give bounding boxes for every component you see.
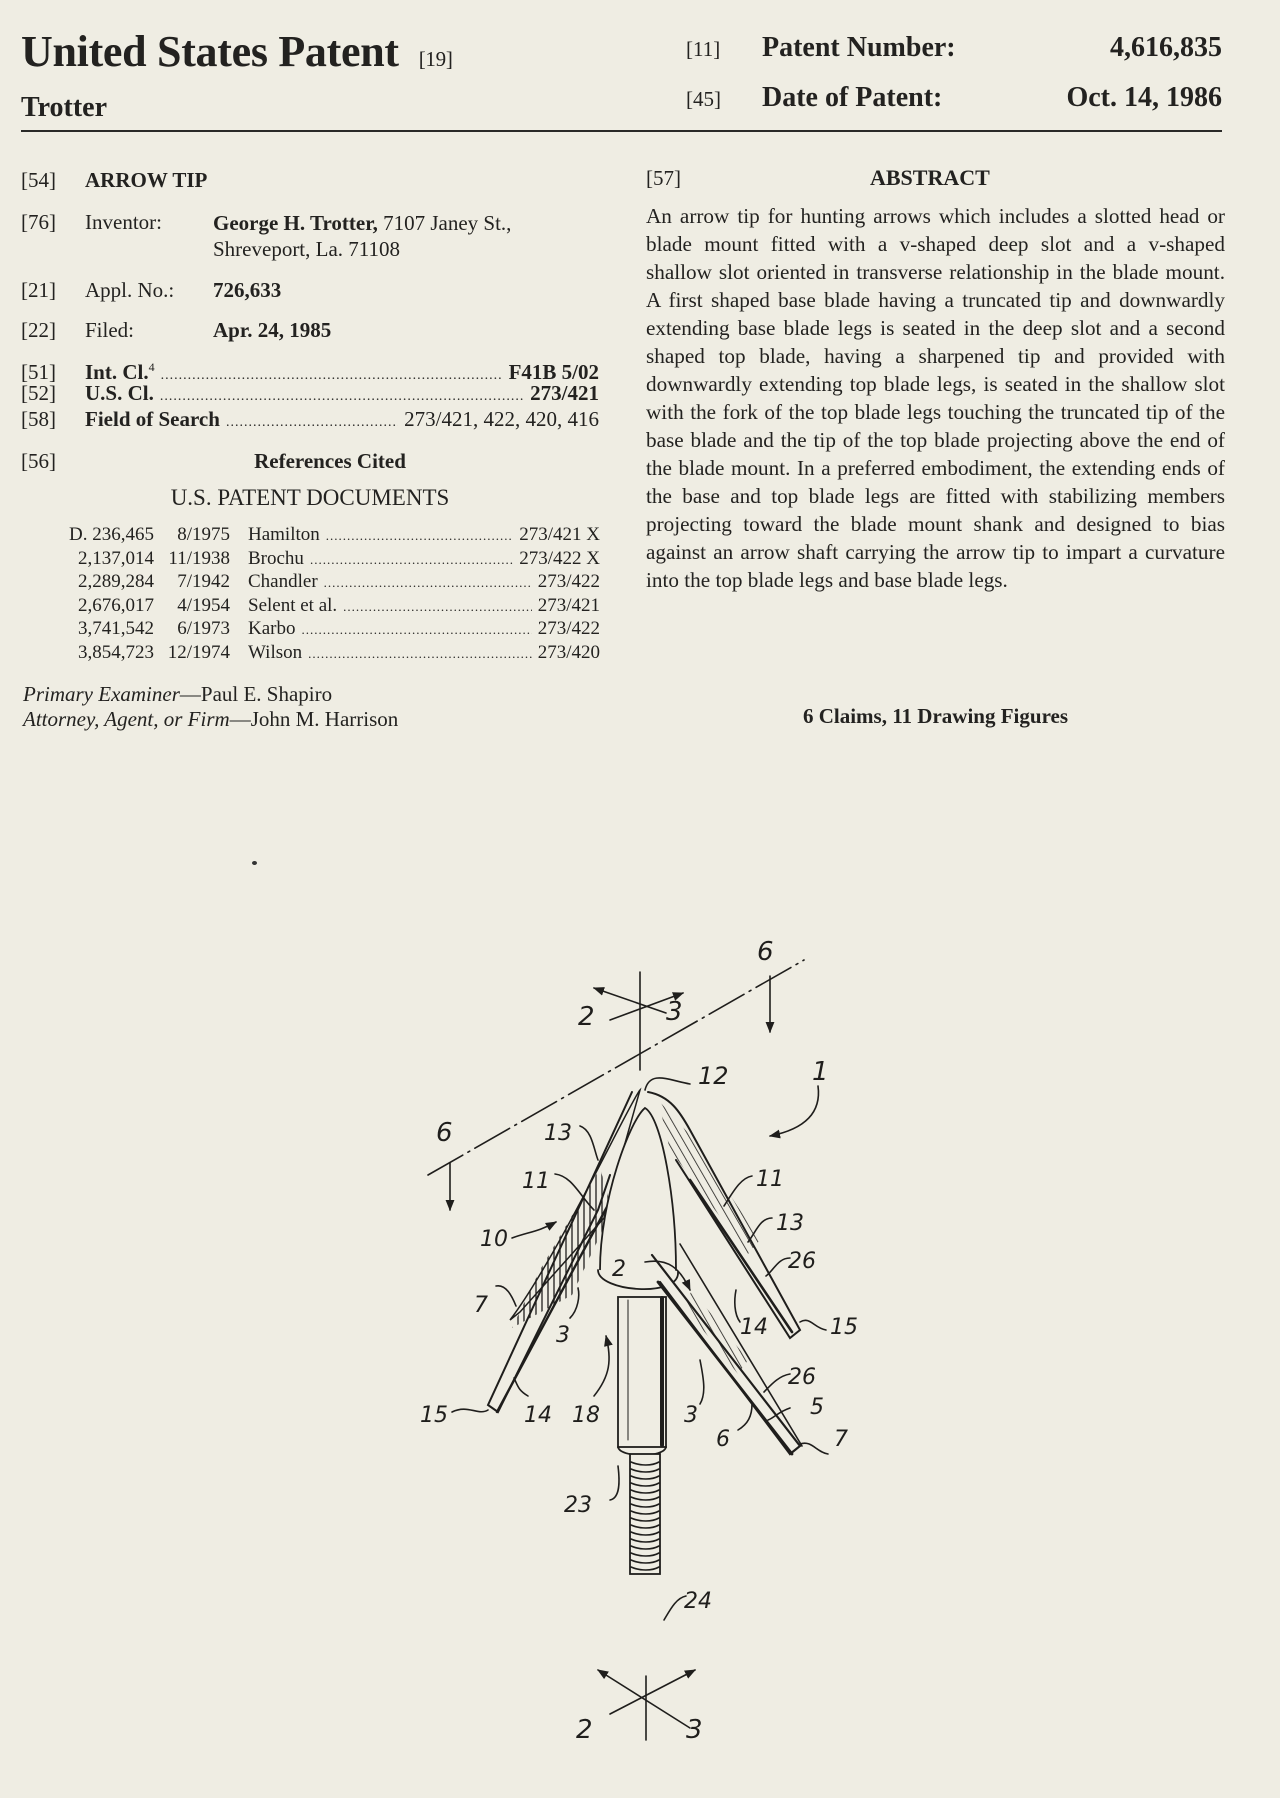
leader-18 [594,1336,609,1396]
label-ref-13-right: 13 [776,1211,804,1236]
label-section-6-left: 6 [436,1118,453,1148]
label-section-2-top: 2 [578,1002,595,1032]
reference-date: 8/1975 [177,524,230,545]
label-section-2-bottom: 2 [576,1715,593,1745]
field-filed [21,318,331,343]
label-ref-12: 12 [698,1062,729,1090]
patent-office-title [21,26,453,77]
reference-date: 7/1942 [177,571,230,593]
label-ref-26-lower: 26 [788,1365,816,1390]
patent-date-row [686,82,1222,114]
label-section-3-bottom: 3 [686,1715,703,1745]
reference-row [50,524,600,548]
label-ref-24: 24 [684,1589,712,1614]
reference-row [50,618,600,642]
leader-dots [324,571,532,593]
label-ref-5: 5 [810,1395,824,1420]
field-appl-no [21,278,281,303]
patent-number-code: [11] [686,37,721,61]
leader-1 [770,1086,818,1136]
label-ref-7-left: 7 [474,1293,488,1318]
int-cl-value: F41B 5/02 [508,360,599,384]
header-divider [21,130,1222,132]
label-ref-15-right: 15 [830,1315,858,1340]
reference-class: 273/422 X [519,547,600,569]
label-ref-14-right: 14 [740,1315,768,1340]
label-ref-11-right: 11 [756,1167,784,1192]
patent-number-row [686,32,1222,64]
reference-number: D. 236,465 [69,524,154,545]
reference-inventor: Brochu [248,547,304,569]
label-ref-10: 10 [480,1227,508,1252]
references-heading: References Cited [254,449,406,473]
abstract-heading: ABSTRACT [870,165,990,190]
section-arrow-3-bottom [610,1670,695,1714]
label-ref-3-left: 3 [556,1323,570,1348]
reference-date: 4/1954 [177,594,230,616]
primary-examiner-label: Primary Examiner [23,682,180,706]
field-code: [56] [21,449,56,473]
field-code: [52] [21,381,56,405]
field-label: Filed: [85,318,135,342]
inventor-address-line1: 7107 Janey St., [377,211,512,235]
references-cited-header [21,449,599,474]
reference-row [50,642,600,666]
label-ref-23: 23 [564,1493,592,1518]
label-ref-6: 6 [716,1427,730,1452]
base-blade-left-edge [497,1205,608,1412]
leader-26-upper [766,1258,790,1276]
abstract-code: [57] [646,166,681,190]
leader-dots [226,407,398,435]
examiner-block [23,682,398,732]
reference-row [50,548,600,572]
claims-summary: 6 Claims, 11 Drawing Figures [802,704,1069,728]
section-arrow-2-top [594,988,666,1013]
reference-number: 2,676,017 [78,594,154,616]
leader-12 [645,1078,690,1090]
field-label: Appl. No.: [85,278,175,302]
label-ref-18: 18 [572,1403,600,1428]
leader-6 [738,1404,752,1430]
leader-13-left [580,1126,598,1160]
field-us-cl [21,381,599,409]
reference-number: 2,289,284 [78,571,154,593]
field-title [21,168,207,193]
reference-inventor: Karbo [248,618,296,640]
patent-date-label: Date of Patent: [762,82,943,113]
reference-row [50,571,600,595]
field-inventor [21,210,511,262]
label-ref-13-left: 13 [544,1121,572,1146]
attorney-label: Attorney, Agent, or Firm [23,707,230,731]
invention-title: ARROW TIP [85,168,208,192]
label-ref-7-right: 7 [834,1427,848,1452]
leader-10 [512,1222,556,1238]
field-of-search-value: 273/421, 422, 420, 416 [404,407,599,431]
reference-date: 12/1974 [167,641,230,663]
field-code: [21] [21,278,56,302]
field-code: [76] [21,210,56,234]
label-ref-1: 1 [812,1057,829,1087]
field-label: U.S. Cl. [85,381,154,405]
patent-number-label: Patent Number: [762,32,956,63]
section-arrow-2-bottom [598,1670,690,1728]
inventor-surname: Trotter [21,92,108,123]
label-ref-2: 2 [612,1257,626,1282]
field-label [85,355,155,384]
reference-inventor: Selent et al. [248,594,338,616]
leader-23 [610,1466,619,1500]
reference-number: 2,137,014 [78,547,154,569]
blade-mount-shank [618,1297,666,1447]
top-blade-right-outer [680,1244,802,1446]
attorney-name: —John M. Harrison [229,707,399,731]
reference-inventor: Chandler [248,571,318,593]
leader-3-right [700,1360,704,1404]
label-section-3-top: 3 [666,997,683,1027]
field-code: [58] [21,407,56,431]
field-code: [54] [21,168,56,192]
leader-24 [664,1596,686,1620]
patent-date-value: Oct. 14, 1986 [1066,82,1222,113]
appl-no-value: 726,633 [213,278,282,302]
label-ref-3-right: 3 [684,1403,698,1428]
reference-date: 6/1973 [177,618,230,640]
field-label: Field of Search [85,407,220,431]
title-code: [19] [418,47,453,71]
patent-date-code: [45] [686,87,721,111]
title-text: United States Patent [21,27,399,76]
leader-7-right [800,1443,828,1454]
leader-7-left [496,1286,516,1306]
label-section-6-top: 6 [757,937,774,967]
attorney [23,707,398,732]
int-cl-label-text: Int. Cl. [85,360,149,384]
inventor-name: George H. Trotter, [213,211,378,235]
leader-14-left [514,1378,528,1396]
patent-number-value: 4,616,835 [1110,32,1222,63]
reference-class: 273/421 [537,594,600,616]
references-table [50,524,600,666]
leader-dots [308,642,532,664]
filed-value: Apr. 24, 1985 [213,318,332,342]
reference-class: 273/422 [537,618,600,640]
reference-class: 273/421 X [519,524,600,545]
label-ref-14-left: 14 [524,1403,552,1428]
abstract-text: An arrow tip for hunting arrows which includes a slotted head or blade mount fitted with a v-shaped deep slot and a v-shaped shallow slot oriented in transverse relationship in the blade mount. A first shaped base blade having a truncated tip and downwardly extending base blade legs is seated in the deep slot and a second shaped top blade, having a sharpened tip and provided with downwardly extending top blade legs, is seated in the shallow slot with the fork of the top blade legs touching the truncated tip of the base blade and the tip of the top blade projecting above the end of the blade mount. In a preferred embodiment, the extending ends of the base and top blade legs are fitted with stabilizing members projecting toward the blade mount shank and designed to bias against an arrow shaft carrying the arrow tip to impart a curvature into the top blade legs and base blade legs. [646,204,1225,592]
label-ref-11-left: 11 [522,1169,550,1194]
leader-15-right [800,1320,826,1330]
leader-dots [310,548,513,570]
label-ref-15-left: 15 [420,1403,448,1428]
field-field-of-search [21,407,599,435]
us-patent-documents-heading: U.S. PATENT DOCUMENTS [170,485,450,510]
reference-row [50,595,600,619]
reference-class: 273/420 [537,641,600,663]
field-code: [51] [21,360,56,384]
field-label: Inventor: [85,210,162,234]
label-ref-26-upper: 26 [788,1249,816,1274]
reference-inventor: Wilson [248,641,303,663]
us-cl-value: 273/421 [530,381,599,405]
leader-dots [301,618,531,640]
primary-examiner-name: —Paul E. Shapiro [179,682,333,706]
leader-dots [343,595,532,617]
patent-drawing [0,740,1280,1798]
leader-15-left [452,1409,488,1412]
int-cl-edition: 4 [148,360,155,374]
reference-date: 11/1938 [168,547,230,569]
reference-number: 3,854,723 [78,641,154,663]
leader-dots [326,524,513,546]
reference-class: 273/422 [537,571,600,593]
inventor-address-line2: Shreveport, La. 71108 [213,237,401,261]
field-code: [22] [21,318,56,342]
primary-examiner [23,682,398,707]
reference-inventor: Hamilton [248,524,320,545]
leader-dots [160,381,524,409]
reference-number: 3,741,542 [78,618,154,640]
